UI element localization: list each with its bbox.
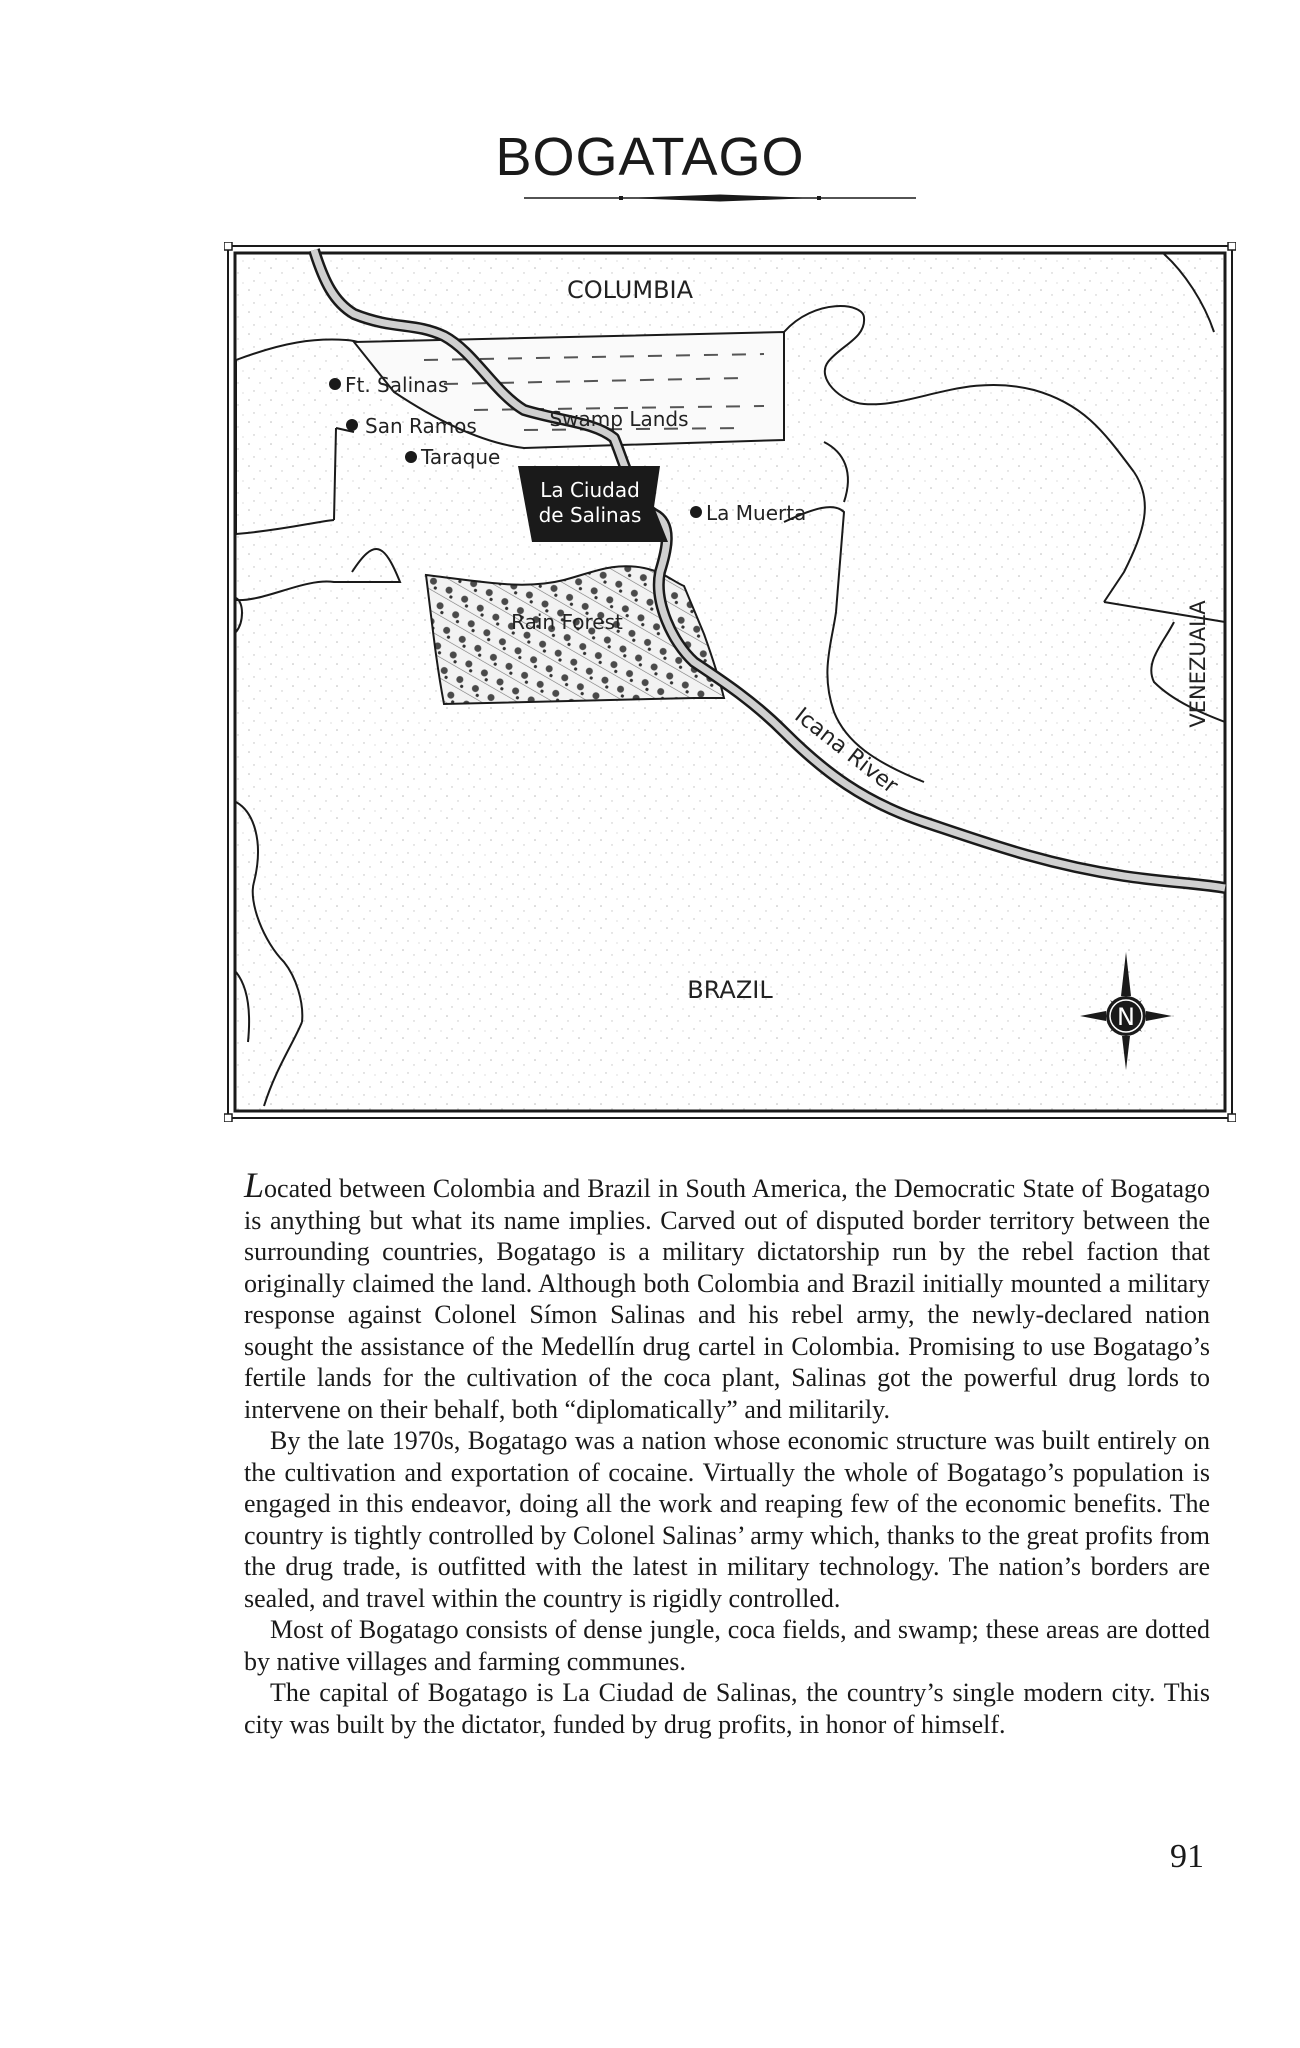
- map-label-venezuala: VENEZUALA: [1186, 600, 1210, 728]
- article-body: [244, 1165, 1210, 1740]
- page-title: BOGATAGO: [495, 127, 805, 187]
- page-number: 91: [1170, 1838, 1204, 1875]
- paragraph-1-text: ocated between Colombia and Brazil in South America, the Democratic State of Bogatago is anything but what its name implies. Carved out of disputed border territory between the surrounding countries, Bogatago is a military dictatorship run by the rebel faction that originally claimed the land. Although both Colombia and Brazil initially mounted a military response against Colonel Símon Salinas and his rebel army, the newly-declared nation sought the assistance of the Medellín drug cartel in Colombia. Promising to use Bogatago’s fertile lands for the cultivation of the coca plant, Salinas got the powerful drug lords to intervene on their behalf, both “diplomatically” and militarily.: [244, 1174, 1210, 1424]
- town-la-muerta: [690, 501, 806, 525]
- map-label-icana-river: Icana River: [789, 703, 903, 799]
- town-label: Ft. Salinas: [345, 373, 449, 397]
- paragraph-4: The capital of Bogatago is La Ciudad de Salinas, the country’s single modern city. This city was built by the dictator, funded by drug profits, in honor of himself.: [244, 1678, 1210, 1739]
- town-ft-salinas: [329, 373, 448, 397]
- drop-cap: L: [244, 1165, 265, 1205]
- paragraph-3: Most of Bogatago consists of dense jungle, coca fields, and swamp; these areas are dotted by native villages and farming communes.: [244, 1615, 1210, 1676]
- map-figure: [224, 242, 1236, 1122]
- map-label-colombia: COLUMBIA: [566, 276, 694, 304]
- town-label: San Ramos: [365, 414, 477, 438]
- capital-label-line1: La Ciudad: [540, 478, 640, 502]
- title-ornament-rule: [524, 193, 916, 203]
- map-label-swamp-lands: Swamp Lands: [549, 407, 689, 431]
- paragraph-2: By the late 1970s, Bogatago was a nation whose economic structure was built entirely on the cultivation and exportation of cocaine. Virtually the whole of Bogatago’s population is engaged in this endeavor, doing all the work and reaping few of the economic benefits. The country is tightly controlled by Colonel Salinas’ army which, thanks to the great profits from the drug trade, is outfitted with the latest in military technology. The nation’s borders are sealed, and travel within the country is rigidly controlled.: [244, 1426, 1210, 1613]
- town-label: Taraque: [421, 445, 501, 469]
- compass-north-label: N: [1117, 1003, 1135, 1031]
- paragraph-1: [244, 1165, 1210, 1425]
- town-san-ramos: [346, 414, 477, 438]
- map-label-brazil: BRAZIL: [687, 976, 773, 1004]
- town-label: La Muerta: [706, 501, 807, 525]
- map-label-rain-forest: Rain Forest: [511, 610, 623, 634]
- capital-banner: [518, 466, 668, 542]
- capital-label-line2: de Salinas: [538, 503, 642, 527]
